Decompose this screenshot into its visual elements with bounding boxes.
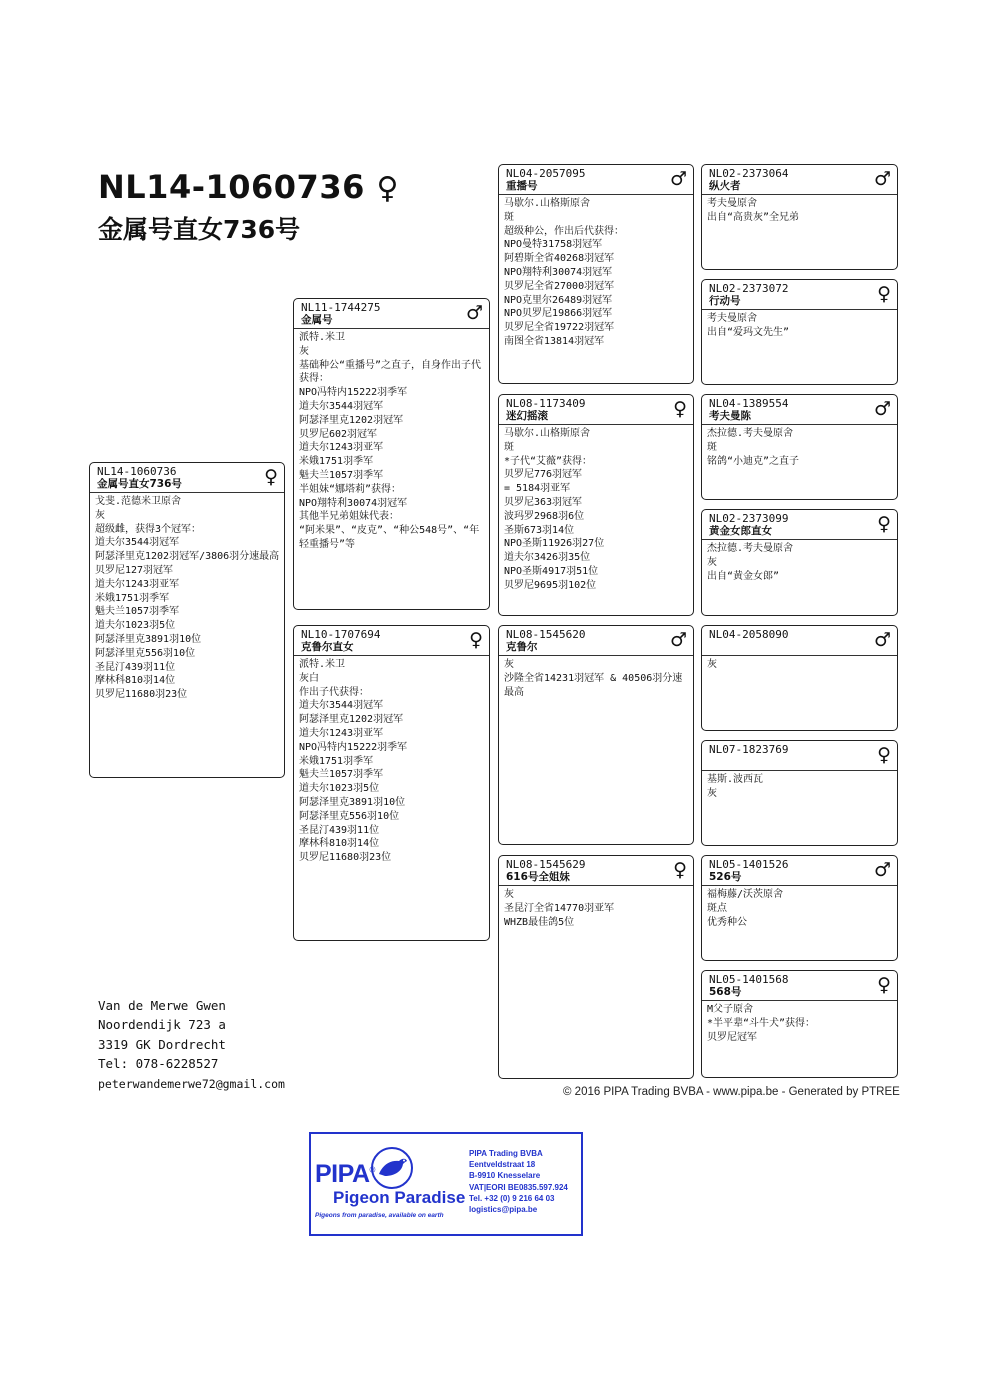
note-line: 道夫尔1243羽亚军 xyxy=(299,442,384,454)
ring-number: NL08-1545620 xyxy=(506,628,586,641)
card-header xyxy=(499,856,693,886)
note-line: 戈斐.范德米卫原舍 xyxy=(95,496,182,507)
card-header xyxy=(499,395,693,425)
pigeon-card-subject xyxy=(89,462,285,778)
note-line: 阿瑟泽里克556羽10位 xyxy=(95,647,196,659)
ring-number: NL02-2373072 xyxy=(709,282,789,295)
card-header xyxy=(702,856,897,886)
note-line: 杰拉德.考夫曼原舍 xyxy=(707,428,794,439)
note-line: 阿瑟泽里克556羽10位 xyxy=(299,810,400,822)
ring-number: NL04-2057095 xyxy=(506,167,586,180)
card-notes xyxy=(294,656,489,867)
card-notes xyxy=(702,310,897,342)
ring-number: NL11-1744275 xyxy=(301,301,381,314)
note-line: 道夫尔1243羽亚军 xyxy=(299,727,384,739)
female-icon: ♀ xyxy=(877,974,891,996)
note-line: 出自“黄金女郎” xyxy=(707,570,780,582)
pigeon-card-sdd xyxy=(701,509,898,616)
card-notes xyxy=(702,656,897,674)
note-line: 灰 xyxy=(707,787,717,799)
note-line: 斑 xyxy=(504,211,514,223)
note-line: *半平辈“斗牛犬”获得： xyxy=(707,1017,816,1029)
note-line: M父子原舍 xyxy=(707,1004,754,1015)
note-line: 南图全省13814羽冠军 xyxy=(504,335,605,347)
card-header xyxy=(294,626,489,656)
note-line: 灰白 xyxy=(299,672,319,684)
note-line: NPO圣斯4917羽51位 xyxy=(504,565,599,577)
note-line: 魁夫兰1057羽季军 xyxy=(95,606,180,618)
note-line: 其他半兄弟姐妹代表： xyxy=(299,511,399,523)
note-line: 考夫曼原舍 xyxy=(707,313,757,324)
note-line: 斑点 xyxy=(707,902,727,914)
note-line: WHZB最佳鸽5位 xyxy=(504,916,575,928)
card-header xyxy=(702,510,897,540)
note-line: NPO克里尔26489羽冠军 xyxy=(504,294,613,306)
female-icon: ♀ xyxy=(877,283,891,305)
ring-number: NL02-2373099 xyxy=(709,512,789,525)
note-line: 圣昆汀439羽11位 xyxy=(95,661,176,673)
pigeon-name: 黄金女郎直女 xyxy=(709,525,772,537)
pigeon-name: 金属号 xyxy=(301,314,333,326)
note-line: NPO翔特利30074羽冠军 xyxy=(504,266,613,278)
ring-number: NL04-2058090 xyxy=(709,628,789,641)
card-header xyxy=(294,299,489,329)
pigeon-card-dss xyxy=(701,625,898,731)
female-icon: ♀ xyxy=(376,171,399,206)
note-line: 马歇尔.山格斯原舍 xyxy=(504,428,591,439)
ring-number: NL02-2373064 xyxy=(709,167,789,180)
note-line: 阿瑟泽里克3891羽10位 xyxy=(299,796,406,808)
note-line: 摩林科810羽14位 xyxy=(95,675,176,687)
note-line: 铭鸽“小迪克”之直子 xyxy=(707,455,800,467)
note-line: 基斯.波西瓦 xyxy=(707,774,764,785)
ring-number: NL10-1707694 xyxy=(301,628,381,641)
note-line: 道夫尔3544羽冠军 xyxy=(299,700,384,712)
note-line: 米娥1751羽季军 xyxy=(95,592,170,604)
note-line: 灰 xyxy=(504,889,514,900)
pigeon-icon xyxy=(369,1146,415,1190)
card-header xyxy=(499,165,693,195)
pigeon-card-ddd xyxy=(701,970,898,1078)
pipa-logo-text: PIPA® xyxy=(315,1160,375,1188)
card-notes xyxy=(499,425,693,595)
card-header xyxy=(702,395,897,425)
male-icon: ♂ xyxy=(873,168,891,190)
card-notes xyxy=(702,425,897,470)
note-line: 灰 xyxy=(707,556,717,568)
note-line: NPO圣斯11926羽27位 xyxy=(504,538,605,550)
pigeon-card-ds xyxy=(498,625,694,845)
note-line: 基础种公“重播号”之直子，自身作出子代获得： xyxy=(299,359,482,385)
note-line: *子代“艾薇”获得： xyxy=(504,455,593,467)
card-header xyxy=(499,626,693,656)
note-line: 道夫尔3544羽冠军 xyxy=(299,400,384,412)
pigeon-card-ss xyxy=(498,164,694,384)
male-icon: ♂ xyxy=(873,398,891,420)
male-icon: ♂ xyxy=(873,859,891,881)
contact-email: peterwandemerwe72@gmail.com xyxy=(98,1077,285,1092)
note-line: 魁夫兰1057羽季军 xyxy=(299,469,384,481)
note-line: 派特.米卫 xyxy=(299,332,346,343)
pipa-subtitle: Pigeon Paradise xyxy=(333,1188,466,1207)
contact-block xyxy=(98,996,285,1094)
note-line: 贝罗尼11680羽23位 xyxy=(95,689,188,701)
note-line: 灰 xyxy=(504,659,514,670)
note-line: 出自“高贵灰”全兄弟 xyxy=(707,211,800,223)
female-icon: ♀ xyxy=(673,859,687,881)
note-line: 圣斯673羽14位 xyxy=(504,524,575,536)
pigeon-card-dam xyxy=(293,625,490,941)
note-line: = 5184羽亚军 xyxy=(504,483,571,495)
note-line: “阿米果”、“皮克”、“种公548号”、“年轻重播号”等 xyxy=(299,525,480,550)
note-line: 米娥1751羽季军 xyxy=(299,456,374,468)
contact-street: Noordendijk 723 a xyxy=(98,1017,226,1033)
copyright-footer: © 2016 PIPA Trading BVBA - www.pipa.be - Generated by PTREE xyxy=(563,1086,900,1098)
note-line: NPO贝罗尼19866羽冠军 xyxy=(504,308,613,320)
pigeon-name: 纵火者 xyxy=(709,180,741,192)
note-line: 圣昆汀439羽11位 xyxy=(299,824,380,836)
note-line: 考夫曼原舍 xyxy=(707,198,757,209)
card-notes xyxy=(702,1001,897,1046)
contact-tel: Tel: 078-6228527 xyxy=(98,1055,219,1071)
note-line: 贝罗尼全省19722羽冠军 xyxy=(504,322,615,334)
card-header xyxy=(702,971,897,1001)
pigeon-name: 616号全姐妹 xyxy=(506,871,570,883)
note-line: 摩林科810羽14位 xyxy=(299,838,380,850)
note-line: 阿瑟泽里克1202羽冠军/3806羽分速最高 xyxy=(95,551,280,563)
note-line: 斑 xyxy=(504,441,514,453)
ring-number: NL07-1823769 xyxy=(709,743,789,756)
note-line: 阿瑟泽里克3891羽10位 xyxy=(95,633,202,645)
card-notes xyxy=(702,771,897,803)
pigeon-name: 重播号 xyxy=(506,180,538,192)
note-line: 贝罗尼776羽冠军 xyxy=(504,469,583,481)
pigeon-name: 行动号 xyxy=(709,295,741,307)
note-line: 作出子代获得： xyxy=(299,686,369,698)
note-line: 贝罗尼602羽冠军 xyxy=(299,428,378,440)
female-icon: ♀ xyxy=(264,466,278,488)
ring-number: NL08-1173409 xyxy=(506,397,586,410)
card-header xyxy=(702,741,897,771)
contact-city: 3319 GK Dordrecht xyxy=(98,1036,226,1052)
pigeon-name: 克鲁尔直女 xyxy=(301,641,354,653)
pigeon-name: 568号 xyxy=(709,986,742,998)
note-line: 贝罗尼9695羽102位 xyxy=(504,579,597,591)
note-line: 马歇尔.山格斯原舍 xyxy=(504,198,591,209)
male-icon: ♂ xyxy=(873,629,891,651)
pipa-stamp xyxy=(309,1132,583,1236)
note-line: 阿瑟泽里克1202羽冠军 xyxy=(299,414,404,426)
note-line: 灰 xyxy=(95,509,105,521)
note-line: 阿瑟泽里克1202羽冠军 xyxy=(299,714,404,726)
note-line: 灰 xyxy=(299,345,309,357)
note-line: NPO冯特内15222羽季军 xyxy=(299,387,408,399)
note-line: 道夫尔1243羽亚军 xyxy=(95,578,180,590)
note-line: 波玛罗2968羽6位 xyxy=(504,510,585,522)
pigeon-name: 金属号直女736号 xyxy=(97,478,182,490)
card-header xyxy=(702,165,897,195)
pigeon-name: 526号 xyxy=(709,871,742,883)
card-notes xyxy=(702,195,897,227)
card-header xyxy=(90,463,284,493)
note-line: 优秀种公 xyxy=(707,916,747,928)
card-notes xyxy=(499,656,693,701)
male-icon: ♂ xyxy=(669,168,687,190)
pigeon-card-sire xyxy=(293,298,490,610)
note-line: 福梅藤/沃茨原舍 xyxy=(707,889,784,900)
card-notes xyxy=(702,886,897,931)
card-notes xyxy=(499,195,693,351)
pigeon-name: 克鲁尔 xyxy=(506,641,538,653)
note-line: 圣昆汀全省14770羽亚军 xyxy=(504,902,615,914)
female-icon: ♀ xyxy=(877,744,891,766)
pigeon-card-dds xyxy=(701,855,898,961)
ring-number: NL14-1060736 xyxy=(97,465,177,478)
pigeon-card-dd xyxy=(498,855,694,1079)
pigeon-card-dsd xyxy=(701,740,898,846)
note-line: NPO翔特利30074羽冠军 xyxy=(299,497,408,509)
note-line: 出自“爱玛文先生” xyxy=(707,326,790,338)
pipa-address: PIPA Trading BVBA Eentveldstraat 18 B-9910 Knesselare VAT|EORI BE0835.597.924 Tel. +32 (0) 9 216 64 03 logistics@pipa.be xyxy=(469,1149,568,1215)
card-notes xyxy=(499,886,693,931)
ring-number: NL05-1401526 xyxy=(709,858,789,871)
page-subtitle: 金属号直女736号 xyxy=(98,215,301,244)
note-line: 半姐妹“娜塔莉”获得： xyxy=(299,483,402,495)
note-line: 灰 xyxy=(707,659,717,670)
note-line: 贝罗尼127羽冠军 xyxy=(95,564,174,576)
male-icon: ♂ xyxy=(465,302,483,324)
note-line: NPO冯特内15222羽季军 xyxy=(299,741,408,753)
ring-number: NL04-1389554 xyxy=(709,397,789,410)
note-line: 超级雌，获得3个冠军： xyxy=(95,523,202,535)
pigeon-name: 考夫曼陈 xyxy=(709,410,751,422)
note-line: 贝罗尼全省27000羽冠军 xyxy=(504,280,615,292)
card-notes xyxy=(702,540,897,585)
title-ring: NL14-1060736 xyxy=(98,168,365,206)
note-line: 阿碧斯全省40268羽冠军 xyxy=(504,253,615,265)
note-line: 杰拉德.考夫曼原舍 xyxy=(707,543,794,554)
note-line: 贝罗尼363羽冠军 xyxy=(504,496,583,508)
card-header xyxy=(702,280,897,310)
note-line: 道夫尔1023羽5位 xyxy=(299,783,380,795)
pigeon-card-sd xyxy=(498,394,694,616)
note-line: 斑 xyxy=(707,441,717,453)
pigeon-card-ssd xyxy=(701,279,898,385)
note-line: 魁夫兰1057羽季军 xyxy=(299,769,384,781)
note-line: 超级种公，作出后代获得： xyxy=(504,225,624,237)
page-title xyxy=(98,168,399,206)
card-notes xyxy=(294,329,489,554)
ring-number: NL08-1545629 xyxy=(506,858,586,871)
card-header xyxy=(702,626,897,656)
female-icon: ♀ xyxy=(877,513,891,535)
note-line: 道夫尔3426羽35位 xyxy=(504,552,591,564)
female-icon: ♀ xyxy=(469,629,483,651)
female-icon: ♀ xyxy=(673,398,687,420)
note-line: 贝罗尼11680羽23位 xyxy=(299,852,392,864)
note-line: NPO曼特31758羽冠军 xyxy=(504,239,603,251)
male-icon: ♂ xyxy=(669,629,687,651)
pipa-tagline: Pigeons from paradise, available on earth xyxy=(315,1212,444,1219)
note-line: 米娥1751羽季军 xyxy=(299,755,374,767)
note-line: 沙隆全省14231羽冠军 & 40506羽分速最高 xyxy=(504,672,683,698)
note-line: 派特.米卫 xyxy=(299,659,346,670)
ring-number: NL05-1401568 xyxy=(709,973,789,986)
contact-name: Van de Merwe Gwen xyxy=(98,998,226,1013)
pigeon-card-sds xyxy=(701,394,898,500)
pigeon-card-sss xyxy=(701,164,898,270)
note-line: 道夫尔1023羽5位 xyxy=(95,620,176,632)
card-notes xyxy=(90,493,284,704)
pigeon-name: 迷幻摇滚 xyxy=(506,410,548,422)
note-line: 贝罗尼冠军 xyxy=(707,1031,757,1043)
note-line: 道夫尔3544羽冠军 xyxy=(95,537,180,549)
